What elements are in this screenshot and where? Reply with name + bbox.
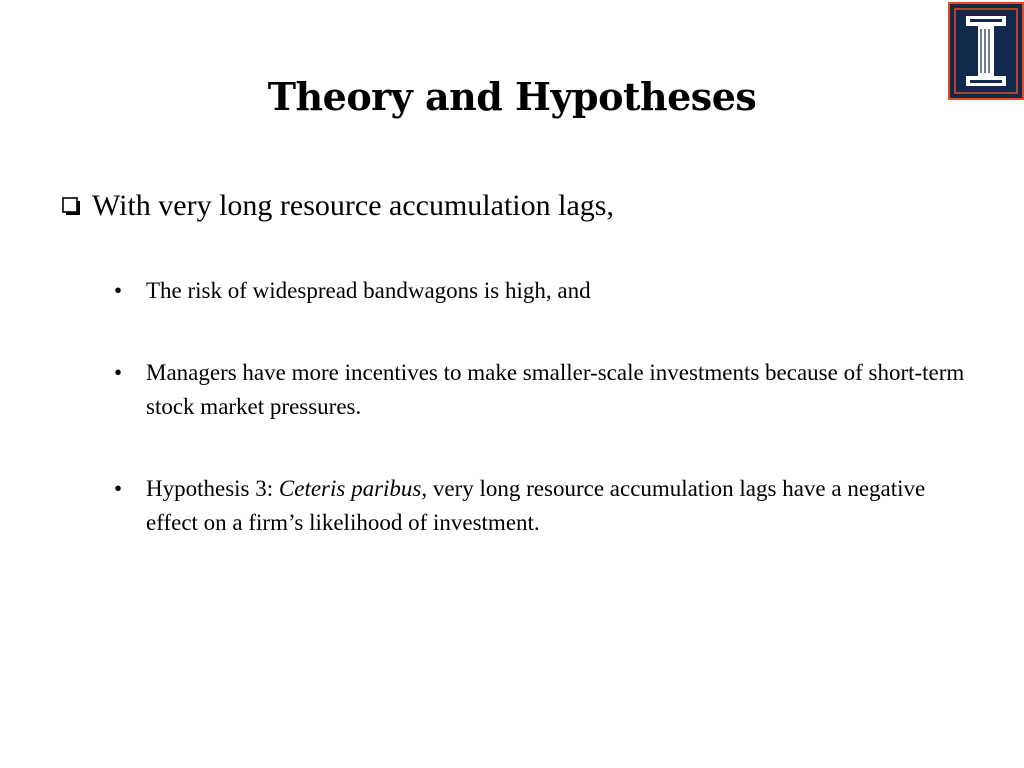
- list-item-text: The risk of widespread bandwagons is high, and: [146, 278, 591, 303]
- list-item: [106, 472, 966, 540]
- list-item: [106, 356, 966, 424]
- bullet-dot-icon: •: [114, 360, 123, 385]
- main-bullet: [62, 186, 614, 226]
- slide-title: Theory and Hypotheses: [267, 74, 757, 119]
- hypothesis-text: [146, 472, 966, 540]
- hypothesis-body: , very long resource accumulation lags have a negative effect on a firm’s likelihood of investment.: [146, 476, 926, 535]
- bullet-dot-icon: •: [114, 278, 123, 303]
- sub-bullet-list: [106, 274, 966, 588]
- hypothesis-label: Hypothesis 3:: [146, 476, 279, 501]
- list-item: [106, 274, 966, 308]
- checkbox-icon: [62, 197, 82, 217]
- hypothesis-italic-term: Ceteris paribus: [278, 476, 422, 501]
- list-item-text: Managers have more incentives to make smaller-scale investments because of short-term stock market pressures.: [146, 360, 965, 419]
- bullet-dot-icon: •: [114, 476, 123, 501]
- main-bullet-text: With very long resource accumulation lags,: [92, 189, 614, 222]
